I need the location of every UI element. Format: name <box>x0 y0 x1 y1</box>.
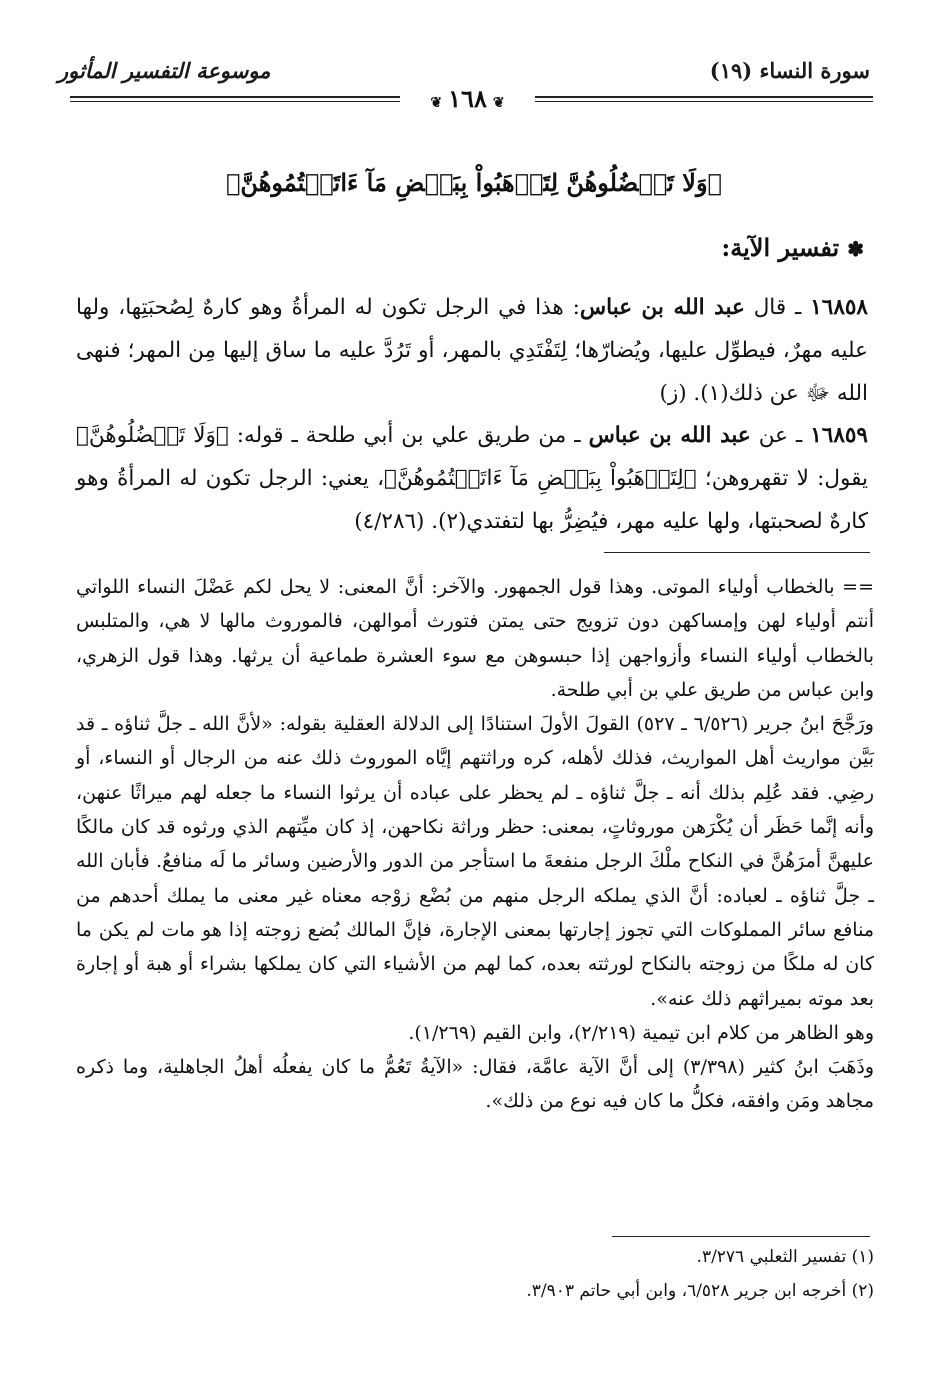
footnote-separator <box>612 1236 870 1237</box>
header-rule-left <box>70 96 400 102</box>
header-rule-right <box>535 96 873 102</box>
footnotes <box>300 1240 874 1308</box>
section-heading-box <box>721 233 864 262</box>
entry-number: ١٦٨٥٩ <box>810 423 868 448</box>
flower-star-icon: ✽ <box>847 237 864 261</box>
entry-text: ـ من طريق علي بن أبي طلحة ـ قوله: ﴿وَلَا تَعۡضُلُوهُنَّ﴾ يقول: لا تقهروهن؛ ﴿لِتَذۡهَبُواْ بِبَعۡضِ مَآ ءَاتَيۡتُمُوهُنَّ﴾، يعني: الرجل تكون له المرأةُ وهو كارهٌ لصحبتها، ولها عليه مهر، فيُضِرُّ بها لتفتدي(٢). (٤/٢٨٦) <box>76 423 868 534</box>
surah-title: سورة النساء (١٩) <box>709 58 870 83</box>
section-heading: تفسير الآية: <box>721 233 840 262</box>
ornament-icon: ❦ <box>430 95 443 111</box>
commentary-paragraph: ورَجَّحَ ابنُ جرير (٦/٥٢٦ ـ ٥٢٧) القولَ الأولَ استنادًا إلى الدلالة العقلية بقوله: «لأنَّ الله ـ جلَّ ثناؤه ـ قد بَيَّن مواريث أهل المواريث، فذلك لأهله، كره وراثتهم إيَّاه الموروث ذلك عنه من الرجال أو النساء، أو رضِي. فقد عُلِم بذلك أنه ـ جلَّ ثناؤه ـ لم يحظر على عباده أن يرثوا النساء ما جعله لهم ميراثًا عنهن، وأنه إنَّما حَظَر أن يُكْرَهن موروثاتٍ، بمعنى: حظر وراثة نكاحهن، إذ كان ميِّتهم الذي ورثوه قد كان مالكًا عليهنَّ أمرَهُنَّ في النكاح ملْكَ الرجل منفعةَ ما استأجر من الدور والأرضين وسائر ما لَه منافعُ. فأبان الله ـ جلَّ ثناؤه ـ لعباده: أنَّ الذي يملكه الرجل منهم من بُضْع زوْجه معناه غير معنى ما يملك أحدهم من منافع سائر المملوكات التي تجوز إجارتها بمعنى الإجارة، فإنَّ المالك بُضع زوجته إذا هو مات لم يكن ما كان له ملكًا من زوجته بالنكاح لورثته بعده، كما لهم من الأشياء التي كان يملكها بشراء أو هبة أو إجارة بعد موته بميراثهم ذلك عنه». <box>76 713 874 1010</box>
entry-text: : هذا في الرجل تكون له المرأةُ وهو كارهٌ لِصُحبَتِها، ولها عليه مهرٌ، فيطوِّل عليها، ويُضارّها؛ لِتَفْتَدِي بالمهر، أو تَرُدَّ عليه ما ساق إليها مِن المهر؛ فنهى الله ﷻ عن ذلك(١). (ز) <box>76 295 868 406</box>
page-number: ١٦٨ <box>448 84 487 113</box>
commentary-separator <box>604 552 870 553</box>
commentary-paragraph: == بالخطاب أولياء الموتى. وهذا قول الجمهور. والآخر: أنَّ المعنى: لا يحل لكم عَضْلَ النساء اللواتي أنتم أولياء لهن وإمساكهن دون تزويج حتى يمتن فتورث أموالهن، فالموروث مالها لا هي، والمتلبس بالخطاب أولياء النساء وأزواجهن إذا حبسوهن مع سوء العشرة طماعية أن يرثها. وهذا قول الزهري، وابن عباس من طريق علي بن أبي طلحة. <box>76 576 874 701</box>
book-title: موسوعة التفسير المأثور <box>58 58 271 83</box>
narrator-name: عبد الله بن عباس <box>588 423 751 448</box>
commentary <box>76 570 874 1119</box>
entry-lead: ـ قال <box>753 295 802 320</box>
commentary-paragraph: وذَهَبَ ابنُ كثير (٣/٣٩٨) إلى أنَّ الآية عامَّة، فقال: «الآيةُ تَعُمُّ ما كان يفعلُه أهلُ الجاهلية، وما ذكره مجاهد ومَن وافقه، فكلُّ ما كان فيه نوع من ذلك». <box>76 1056 875 1113</box>
narrator-name: عبد الله بن عباس <box>579 295 745 320</box>
entry-number: ١٦٨٥٨ <box>810 295 868 320</box>
commentary-paragraph: وهو الظاهر من كلام ابن تيمية (٢/٢١٩)، وابن القيم (١/٢٦٩). <box>408 1021 874 1044</box>
entry-lead: ـ عن <box>758 423 803 448</box>
page-number-box <box>400 84 535 113</box>
entry-2 <box>76 414 868 543</box>
footnote: (١) تفسير الثعلبي ٣/٢٧٦. <box>696 1247 874 1267</box>
footnote: (٢) أخرجه ابن جرير ٦/٥٢٨، وابن أبي حاتم ٣/٩٠٣. <box>526 1281 874 1301</box>
entry-1 <box>76 286 868 415</box>
quran-verse: ﴿وَلَا تَعۡضُلُوهُنَّ لِتَذۡهَبُواْ بِبَعۡضِ مَآ ءَاتَيۡتُمُوهُنَّ﴾ <box>226 168 722 197</box>
ornament-icon: ❦ <box>492 95 505 111</box>
